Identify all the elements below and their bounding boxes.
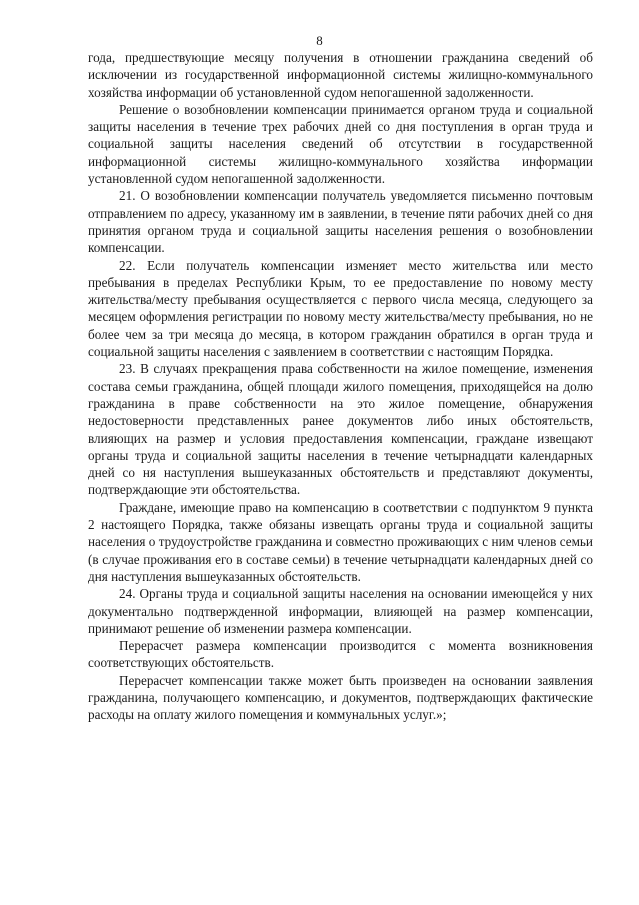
paragraph-employment-notice: Граждане, имеющие право на компенсацию в соответствии с подпунктом 9 пункта 2 настоящего Порядка, также обязаны извещать органы труда и социальной защиты населения о трудоустройстве гражданина и совместно проживающих с ним членов семьи (в случае проживания его в составе семьи) в течение четырнадцати календарных дней со дня наступления вышеуказанных обстоятельств. xyxy=(88,499,593,584)
paragraph-resumption-decision: Решение о возобновлении компенсации принимается органом труда и социальной защиты населения в течение трех рабочих дней со дня поступления в орган труда и социальной защиты населения сведений об отсутствии в государственной информационной системы жилищно-коммунального хозяйства информации установленной судом непогашенной задолженности. xyxy=(88,101,593,187)
paragraph-continuation: года, предшествующие месяцу получения в отношении гражданина сведений об исключении из государственной информационной системы жилищно-коммунального хозяйства информации об установленной судом непогашенной задолженности. xyxy=(88,50,593,100)
page-number: 8 xyxy=(316,33,323,48)
document-body xyxy=(88,49,593,724)
paragraph-recalculation-application: Перерасчет компенсации также может быть произведен на основании заявления гражданина, получающего компенсацию, и документов, подтверждающих фактические расходы на оплату жилого помещения и коммунальных услуг.»; xyxy=(88,672,593,723)
paragraph-recalculation: Перерасчет размера компенсации производится с момента возникновения соответствующих обстоятельств. xyxy=(88,638,593,671)
paragraph-clause-23: 23. В случаях прекращения права собственности на жилое помещение, изменения состава семьи гражданина, общей площади жилого помещения, приходящейся на долю гражданина в праве собственности на это жилое помещение, обнаружения недостоверности представленных ранее документов либо иных обстоятельств, влияющих на размер и условия предоставления компенсации, граждане извещают органы труда и социальной защиты населения в течение четырнадцати календарных дней со ня наступления вышеуказанных обстоятельств и представляют документы, подтверждающие эти обстоятельства. xyxy=(88,361,593,498)
paragraph-clause-22: 22. Если получатель компенсации изменяет место жительства или место пребывания в пределах Республики Крым, то ее предоставление по новому месту жительства/месту пребывания осуществляется с первого числа месяца, следующего за месяцем оформления регистрации по новому месту жительства/месту пребывания, но не более чем за три месяца до месяца, в котором гражданин обратился в орган труда и социальной защиты населения с заявлением в соответствии с настоящим Порядка. xyxy=(88,257,593,360)
paragraph-clause-21: 21. О возобновлении компенсации получатель уведомляется письменно почтовым отправлением по адресу, указанному им в заявлении, в течение пяти рабочих дней со дня принятия органом труда и социальной защиты населения решения о возобновлении компенсации. xyxy=(88,188,593,256)
paragraph-clause-24: 24. Органы труда и социальной защиты населения на основании имеющейся у них документально подтвержденной информации, влияющей на размер компенсации, принимают решение об изменении размера компенсации. xyxy=(88,586,593,636)
